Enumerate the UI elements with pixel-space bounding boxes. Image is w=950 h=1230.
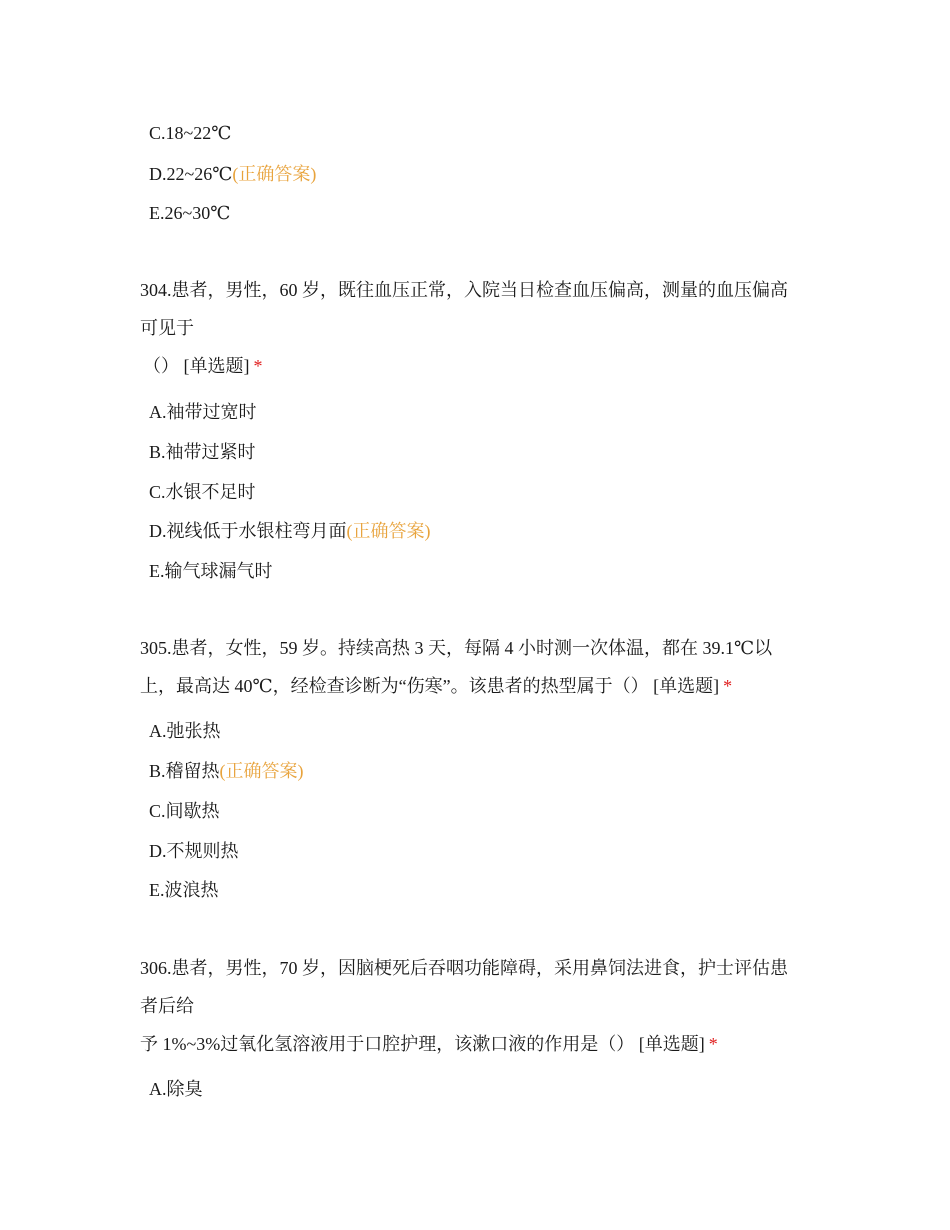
option-304-e [149, 559, 273, 583]
option-306-a [149, 1077, 203, 1101]
question-text: 上，最高达 40℃，经检查诊断为“伤寒”。该患者的热型属于（） [单选题] [140, 676, 720, 696]
option-305-b [149, 759, 304, 783]
correct-answer-tag: (正确答案) [232, 164, 317, 184]
question-305-line-2 [140, 674, 732, 698]
option-303-e [149, 201, 230, 225]
option-text: D.视线低于水银柱弯月面 [149, 521, 347, 541]
option-text: A.袖带过宽时 [149, 402, 257, 422]
question-304-line-1: 304.患者，男性，60 岁，既往血压正常，入院当日检查血压偏高，测量的血压偏高 [140, 280, 788, 300]
option-305-a [149, 719, 221, 743]
option-text: C.间歇热 [149, 801, 220, 821]
correct-answer-tag: (正确答案) [219, 761, 304, 781]
option-text: C.水银不足时 [149, 482, 256, 502]
option-text: D.不规则热 [149, 841, 239, 861]
option-304-d [149, 519, 431, 543]
required-mark: * [253, 356, 263, 376]
option-text: E.波浪热 [149, 880, 219, 900]
question-306-line-2: 者后给 [140, 996, 194, 1016]
question-306-line-3 [140, 1032, 718, 1056]
option-304-a [149, 400, 257, 424]
option-305-d [149, 839, 239, 863]
question-text: 予 1%~3%过氧化氢溶液用于口腔护理，该漱口液的作用是（） [单选题] [140, 1034, 705, 1054]
option-304-c [149, 480, 256, 504]
option-304-b [149, 440, 256, 464]
option-text: D.22~26℃ [149, 164, 233, 184]
option-305-e [149, 878, 219, 902]
question-306-line-1: 306.患者，男性，70 岁，因脑梗死后吞咽功能障碍，采用鼻饲法进食，护士评估患 [140, 958, 788, 978]
question-304-line-2: 可见于 [140, 318, 194, 338]
option-305-c [149, 799, 220, 823]
question-305-line-1: 305.患者，女性，59 岁。持续高热 3 天，每隔 4 小时测一次体温，都在 39.1℃以 [140, 638, 773, 658]
question-304-line-3 [143, 354, 263, 378]
option-text: E.输气球漏气时 [149, 561, 273, 581]
option-text: C.18~22℃ [149, 123, 232, 143]
option-text: A.弛张热 [149, 721, 221, 741]
option-303-c [149, 121, 231, 145]
required-mark: * [708, 1034, 718, 1054]
required-mark: * [723, 676, 733, 696]
question-type-label: （） [单选题] [143, 356, 250, 376]
option-text: B.稽留热 [149, 761, 220, 781]
option-303-d [149, 162, 316, 186]
option-text: B.袖带过紧时 [149, 442, 256, 462]
option-text: A.除臭 [149, 1079, 203, 1099]
correct-answer-tag: (正确答案) [346, 521, 431, 541]
option-text: E.26~30℃ [149, 203, 231, 223]
